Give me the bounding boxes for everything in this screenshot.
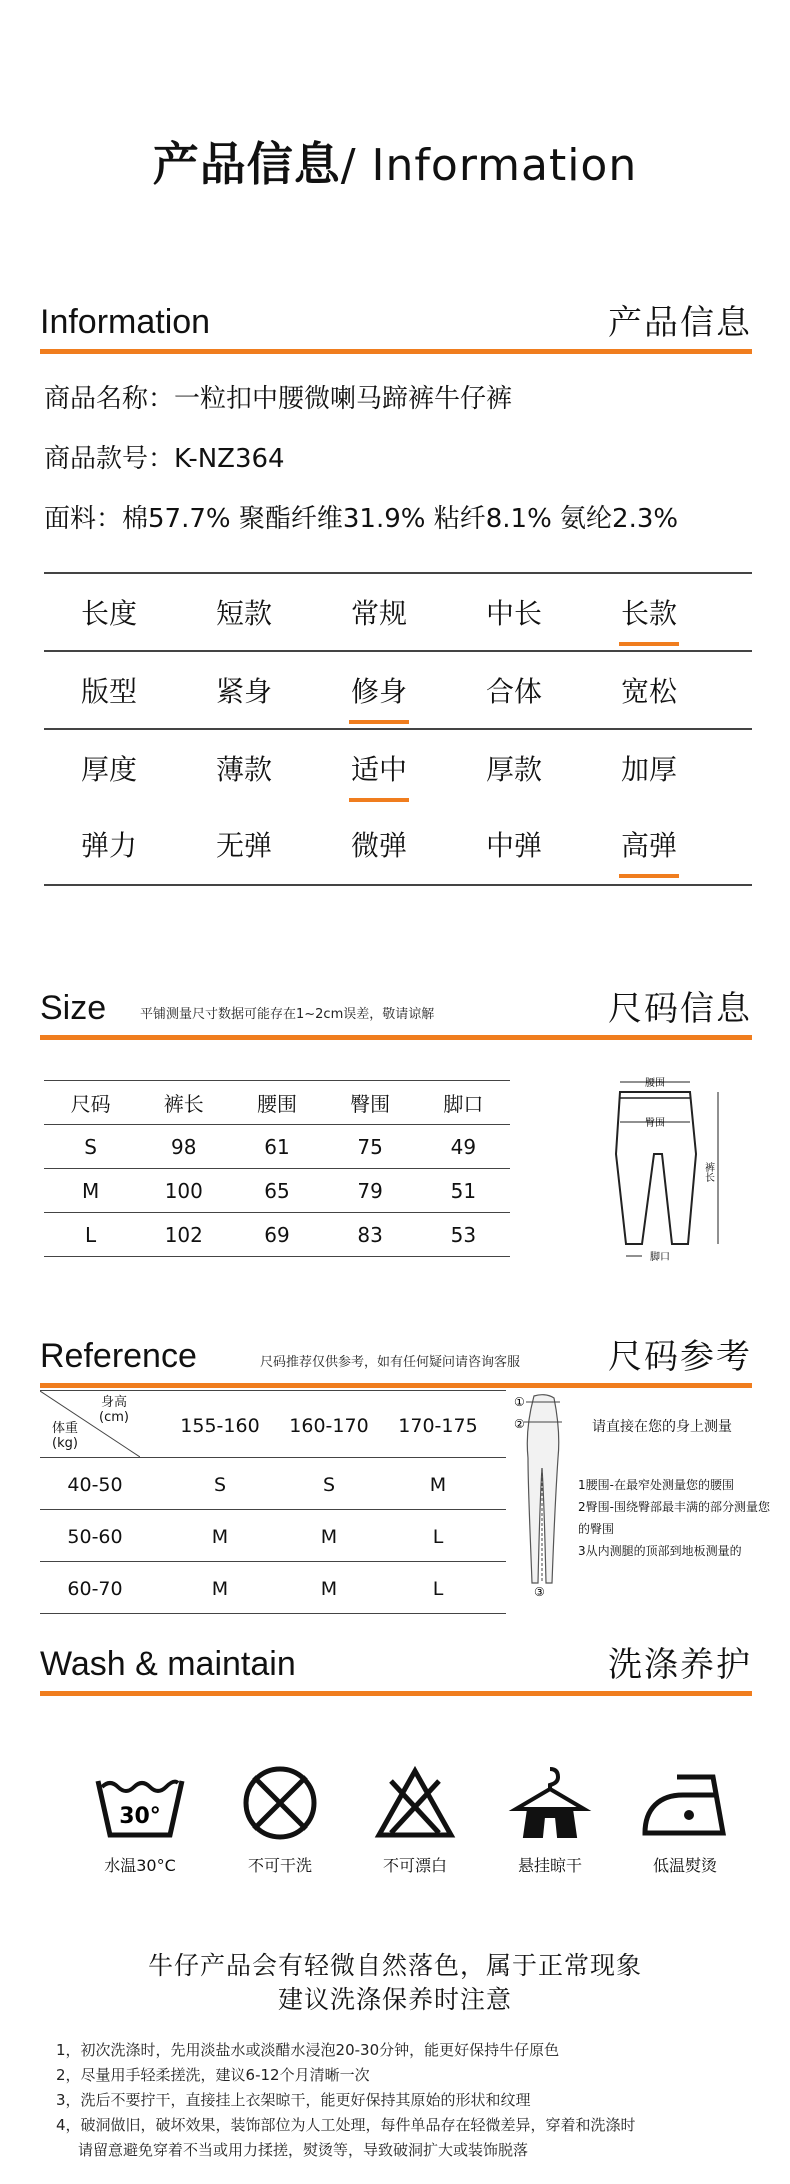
page-title-en: / Information — [340, 140, 638, 191]
attr-option-selected: 修身 — [314, 670, 444, 710]
size-section-note: 平铺测量尺寸数据可能存在1~2cm误差，敬请谅解 — [140, 1007, 435, 1022]
size-cell: 53 — [417, 1213, 510, 1257]
attr-option: 薄款 — [215, 753, 272, 786]
ref-corner-height: 身高 (cm) — [99, 1395, 129, 1425]
attr-option: 无弹 — [215, 829, 272, 862]
ref-size: M — [320, 1526, 338, 1548]
measure-guide-title: 请直接在您的身上测量 — [592, 1419, 732, 1435]
ref-corner-weight: 体重 (kg) — [51, 1421, 78, 1451]
wash-section-header — [40, 1642, 752, 1694]
size-section-header — [40, 986, 752, 1038]
wash-30-icon — [92, 1765, 188, 1841]
size-cell: 100 — [137, 1169, 230, 1213]
size-table — [44, 1080, 510, 1257]
diagram-hem-label: 脚口 — [650, 1252, 670, 1263]
ref-weight: 40-50 — [67, 1474, 123, 1496]
ref-section-note: 尺码推荐仅供参考，如有任何疑问请咨询客服 — [260, 1355, 521, 1370]
attr-option: 宽松 — [620, 675, 677, 708]
wash-section-cn: 洗涤养护 — [608, 1645, 752, 1685]
size-col-size: 尺码 — [44, 1081, 137, 1125]
ref-size: S — [322, 1474, 336, 1496]
ref-size: S — [213, 1474, 227, 1496]
attr-option: 中长 — [485, 597, 542, 630]
size-cell: 79 — [324, 1169, 417, 1213]
diagram-hip-label: 臀围 — [645, 1118, 665, 1129]
size-cell: 51 — [417, 1169, 510, 1213]
care-label: 不可干洗 — [247, 1856, 312, 1875]
svg-text:30°: 30° — [119, 1804, 161, 1829]
attr-option: 加厚 — [620, 753, 677, 786]
low-iron-icon — [637, 1765, 733, 1841]
size-table-header — [44, 1081, 510, 1125]
care-tips-list — [56, 2038, 756, 2163]
table-row — [44, 1169, 510, 1213]
product-code: 商品款号：K-NZ364 — [44, 444, 285, 474]
attr-option: 常规 — [350, 597, 407, 630]
size-cell: M — [44, 1169, 137, 1213]
attr-row-fit — [44, 650, 752, 728]
info-section-cn: 产品信息 — [608, 303, 752, 343]
measure-guide-steps — [578, 1474, 774, 1562]
attr-row-length — [44, 572, 752, 650]
ref-size: L — [432, 1526, 444, 1548]
table-row — [44, 1213, 510, 1257]
list-item: 1，初次洗涤时，先用淡盐水或淡醋水浸泡20-30分钟，能更好保持牛仔原色 — [56, 2041, 560, 2059]
table-row — [40, 1458, 506, 1510]
care-item — [80, 1765, 200, 1876]
care-label: 低温熨烫 — [652, 1856, 717, 1875]
no-bleach-icon — [373, 1765, 457, 1841]
measure-step: 1腰围-在最窄处测量您的腰围 — [578, 1478, 734, 1492]
diagram-length-label: 裤长 — [702, 1162, 714, 1182]
page-title — [0, 128, 790, 194]
ref-size: M — [211, 1578, 229, 1600]
attr-option: 中弹 — [485, 829, 542, 862]
attr-option-selected: 高弹 — [584, 824, 714, 864]
diagram-waist-label: 腰围 — [645, 1078, 665, 1089]
list-item: 3，洗后不要拧干，直接挂上衣架晾干，能更好保持其原始的形状和纹理 — [56, 2091, 531, 2109]
info-section-en: Information — [40, 303, 211, 341]
pants-outline — [616, 1092, 696, 1244]
attr-label: 版型 — [80, 675, 137, 708]
attr-option: 短款 — [215, 597, 272, 630]
attr-option: 紧身 — [215, 675, 272, 708]
measure-step: 3从内测腿的顶部到地板测量的 — [578, 1544, 742, 1558]
ref-size: M — [211, 1526, 229, 1548]
attr-table-bottom-rule — [44, 884, 752, 886]
size-col-length: 裤长 — [137, 1081, 230, 1125]
attr-label: 长度 — [80, 597, 137, 630]
ref-section-en: Reference — [40, 1337, 197, 1375]
ref-table-header — [40, 1390, 506, 1458]
list-item: 2，尽量用手轻柔搓洗，建议6-12个月清晰一次 — [56, 2066, 370, 2084]
table-row — [40, 1562, 506, 1614]
wash-section-en: Wash & maintain — [40, 1645, 296, 1683]
size-cell: 49 — [417, 1125, 510, 1169]
ref-weight: 50-60 — [67, 1526, 123, 1548]
ref-height-col: 155-160 — [180, 1415, 260, 1437]
ref-height-col: 170-175 — [398, 1415, 478, 1437]
list-item: 请留意避免穿着不当或用力揉搓，熨烫等，导致破洞扩大或装饰脱落 — [78, 2141, 529, 2159]
ref-size: M — [429, 1474, 447, 1496]
care-label: 悬挂晾干 — [517, 1856, 582, 1875]
no-dry-clean-icon — [240, 1765, 320, 1841]
attr-option: 微弹 — [350, 829, 407, 862]
size-col-hem: 脚口 — [417, 1081, 510, 1125]
size-col-waist: 腰围 — [230, 1081, 323, 1125]
table-row — [44, 1125, 510, 1169]
body-measure-figure — [512, 1388, 572, 1598]
size-section-en: Size — [40, 989, 107, 1027]
size-reference-table — [40, 1390, 506, 1614]
care-item — [220, 1765, 340, 1876]
attr-option: 合体 — [485, 675, 542, 708]
care-label: 不可漂白 — [382, 1856, 447, 1875]
section-divider — [40, 1691, 752, 1696]
table-row — [40, 1510, 506, 1562]
notice-line-1: 牛仔产品会有轻微自然落色，属于正常现象 — [147, 1951, 642, 1980]
section-divider — [40, 1035, 752, 1040]
size-cell: 61 — [230, 1125, 323, 1169]
marker-2: ② — [514, 1417, 525, 1431]
ref-section-cn: 尺码参考 — [608, 1337, 752, 1377]
size-cell: S — [44, 1125, 137, 1169]
ref-weight: 60-70 — [67, 1578, 123, 1600]
product-name: 商品名称：一粒扣中腰微喇马蹄裤牛仔裤 — [44, 384, 513, 414]
size-cell: 65 — [230, 1169, 323, 1213]
info-section-header — [40, 300, 752, 352]
notice-line-2: 建议洗涤保养时注意 — [277, 1985, 512, 2014]
care-item — [490, 1765, 610, 1876]
attr-option: 厚款 — [485, 753, 542, 786]
attr-option-selected: 长款 — [584, 592, 714, 632]
size-cell: 98 — [137, 1125, 230, 1169]
attr-option-selected: 适中 — [314, 748, 444, 788]
attribute-table — [44, 572, 752, 886]
attr-label: 弹力 — [80, 829, 137, 862]
ref-size: L — [432, 1578, 444, 1600]
attr-label: 厚度 — [80, 753, 137, 786]
size-col-hip: 臀围 — [324, 1081, 417, 1125]
care-item — [625, 1765, 745, 1876]
page-title-cn: 产品信息 — [152, 137, 341, 191]
product-fabric: 面料：棉57.7% 聚酯纤维31.9% 粘纤8.1% 氨纶2.3% — [44, 504, 679, 534]
section-divider — [40, 349, 752, 354]
section-divider — [40, 1383, 752, 1388]
list-item: 4，破洞做旧，破坏效果，装饰部位为人工处理，每件单品存在轻微差异，穿着和洗涤时 — [56, 2116, 636, 2134]
care-item — [355, 1765, 475, 1876]
hang-dry-icon — [508, 1765, 592, 1841]
attr-row-stretch — [44, 806, 752, 884]
measure-step: 2臀围-围绕臀部最丰满的部分测量您的臀围 — [578, 1500, 770, 1536]
ref-height-col: 160-170 — [289, 1415, 369, 1437]
body-silhouette — [527, 1395, 559, 1583]
pants-size-diagram — [600, 1074, 730, 1264]
ref-size: M — [320, 1578, 338, 1600]
care-label: 水温30°C — [104, 1856, 176, 1875]
ref-section-header — [40, 1334, 752, 1386]
marker-3: ③ — [534, 1585, 545, 1598]
size-cell: L — [44, 1213, 137, 1257]
attr-row-thickness — [44, 728, 752, 806]
size-cell: 102 — [137, 1213, 230, 1257]
size-section-cn: 尺码信息 — [608, 989, 752, 1029]
size-cell: 75 — [324, 1125, 417, 1169]
size-cell: 83 — [324, 1213, 417, 1257]
marker-1: ① — [514, 1395, 525, 1409]
size-cell: 69 — [230, 1213, 323, 1257]
